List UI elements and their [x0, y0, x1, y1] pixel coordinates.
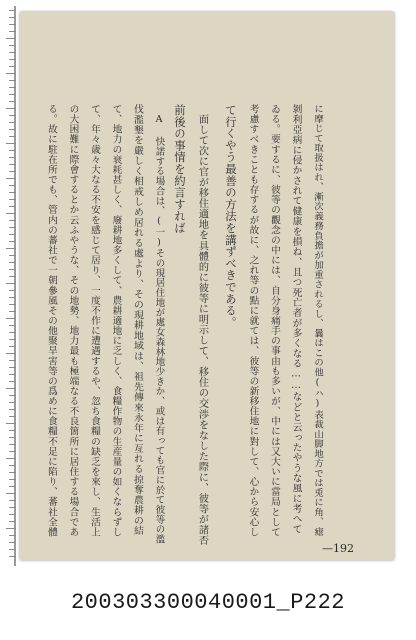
ruler-tick	[6, 353, 16, 354]
ruler-tick	[6, 143, 16, 144]
ruler-tick	[9, 101, 16, 102]
ruler-tick	[9, 395, 16, 396]
text-line: 剝利亞病に侵かされて健康を損ね、且つ死亡者が多くなる……などと云ったやうな風に考へて	[290, 104, 302, 534]
ruler-tick	[9, 206, 16, 207]
ruler-tick	[6, 38, 16, 39]
ruler-tick	[9, 276, 16, 277]
ruler-tick	[9, 31, 16, 32]
ruler-tick	[9, 507, 16, 508]
ruler-tick	[9, 381, 16, 382]
ruler-tick	[9, 45, 16, 46]
ruler-tick	[9, 542, 16, 543]
ruler-tick	[9, 451, 16, 452]
ruler-tick	[6, 213, 16, 214]
text-line: の大困難に際會するとか云ふやうな、その地勢、地力最も極端なる不良箇所に居住する場合であ	[67, 104, 79, 538]
ruler-tick	[9, 444, 16, 445]
text-line: て行くやう最善の方法を講ずべきである。	[224, 104, 238, 329]
ruler-tick	[9, 94, 16, 95]
ruler-tick	[9, 87, 16, 88]
ruler-tick	[9, 521, 16, 522]
ruler-tick	[9, 66, 16, 67]
ruler-tick	[9, 129, 16, 130]
text-line: 前後の事情を約言すれば	[173, 104, 187, 234]
ruler-tick	[9, 367, 16, 368]
ruler-tick	[6, 528, 16, 529]
ruler-tick	[9, 556, 16, 557]
ruler-tick	[9, 430, 16, 431]
text-line: て、地力の衰耗甚しく、廢耕地多くして、農耕適地に乏しく、食糧作物の生産量の如くならずし	[110, 104, 122, 538]
ruler-tick	[9, 115, 16, 116]
ruler-tick	[9, 122, 16, 123]
ruler-tick	[9, 416, 16, 417]
ruler-tick	[6, 388, 16, 389]
ruler-tick	[9, 171, 16, 172]
ruler-tick	[9, 269, 16, 270]
ruler-tick	[9, 325, 16, 326]
ruler-tick	[9, 227, 16, 228]
ruler-tick	[6, 248, 16, 249]
ruler-tick	[9, 262, 16, 263]
text-line: て、年々歳々大なる不安を感じて居り、一度不作に遭遇するや、忽ち食糧の缺乏を來し、生活上	[89, 104, 100, 538]
ruler-tick	[9, 59, 16, 60]
ruler-tick	[6, 283, 16, 284]
scanned-page	[20, 12, 394, 560]
ruler-tick	[9, 374, 16, 375]
ruler-tick	[9, 472, 16, 473]
ruler-tick	[9, 80, 16, 81]
ruler-tick	[9, 346, 16, 347]
ruler-tick	[9, 304, 16, 305]
ruler-tick	[9, 479, 16, 480]
ruler-tick	[9, 465, 16, 466]
text-line: 考慮すべきことも存するが故に、之れ等の點に就ては、彼等の新移住地に對して、心から安心し	[247, 104, 259, 538]
ruler-tick	[9, 241, 16, 242]
ruler-tick	[9, 535, 16, 536]
ruler-tick	[6, 493, 16, 494]
text-line: る。故に駐在所でも、管内の蕃社で一朝參風その他聚旱害等の爲めに食糧不足に陷り、蕃社全體	[46, 104, 57, 538]
ruler-tick	[9, 514, 16, 515]
ruler-tick	[9, 486, 16, 487]
ruler-tick	[9, 290, 16, 291]
text-line: 伐濫墾を嚴しく相戒しめ居れる處より、その現耕地域は、祖先傳來永年に亙れる掠奪農耕の結	[132, 104, 143, 536]
text-line: 面して次に官が移住適地を具體的に彼等に明示して、移住の交渉をなした際に、彼等が諸否	[196, 114, 208, 546]
ruler-tick	[6, 423, 16, 424]
ruler-tick	[9, 437, 16, 438]
ruler-tick	[9, 255, 16, 256]
ruler-tick	[9, 500, 16, 501]
ruler-tick	[6, 73, 16, 74]
ruler-tick	[9, 220, 16, 221]
ruler-tick	[9, 192, 16, 193]
ruler-tick	[9, 332, 16, 333]
text-line: に摩じて取扱はれ、漸次義務負擔が加重されるし、曩はこの他(ハ)表裁山脚地方では兎に角、瘧	[312, 104, 323, 537]
ruler-tick	[9, 234, 16, 235]
ruler-tick	[9, 297, 16, 298]
ruler-tick	[9, 164, 16, 165]
ruler-tick	[9, 157, 16, 158]
ruler-tick	[6, 178, 16, 179]
ruler-tick	[9, 360, 16, 361]
ruler-tick	[9, 150, 16, 151]
text-line: A 快諾する場合は、(一)その現居住地が處女森林地少きか、或は有っても官に於て彼等の濫	[153, 114, 165, 545]
ruler-tick	[9, 311, 16, 312]
ruler-tick	[9, 185, 16, 186]
scale-ruler	[0, 6, 22, 566]
ruler-tick	[9, 24, 16, 25]
ruler-tick	[9, 402, 16, 403]
ruler-tick	[6, 108, 16, 109]
ruler-tick	[9, 52, 16, 53]
image-caption: 200303300040001_P222	[70, 590, 346, 615]
text-line: ゐる。要するに、彼等の觀念の中には、自分身痛手の事由も多いが、中には又大いに當局として	[269, 104, 280, 538]
ruler-tick	[9, 549, 16, 550]
ruler-tick	[9, 10, 16, 11]
ruler-tick	[9, 339, 16, 340]
ruler-tick	[9, 17, 16, 18]
ruler-tick	[6, 458, 16, 459]
ruler-tick	[9, 136, 16, 137]
page-number: —192	[322, 542, 354, 555]
ruler-tick	[9, 199, 16, 200]
ruler-tick	[6, 318, 16, 319]
ruler-tick	[9, 409, 16, 410]
